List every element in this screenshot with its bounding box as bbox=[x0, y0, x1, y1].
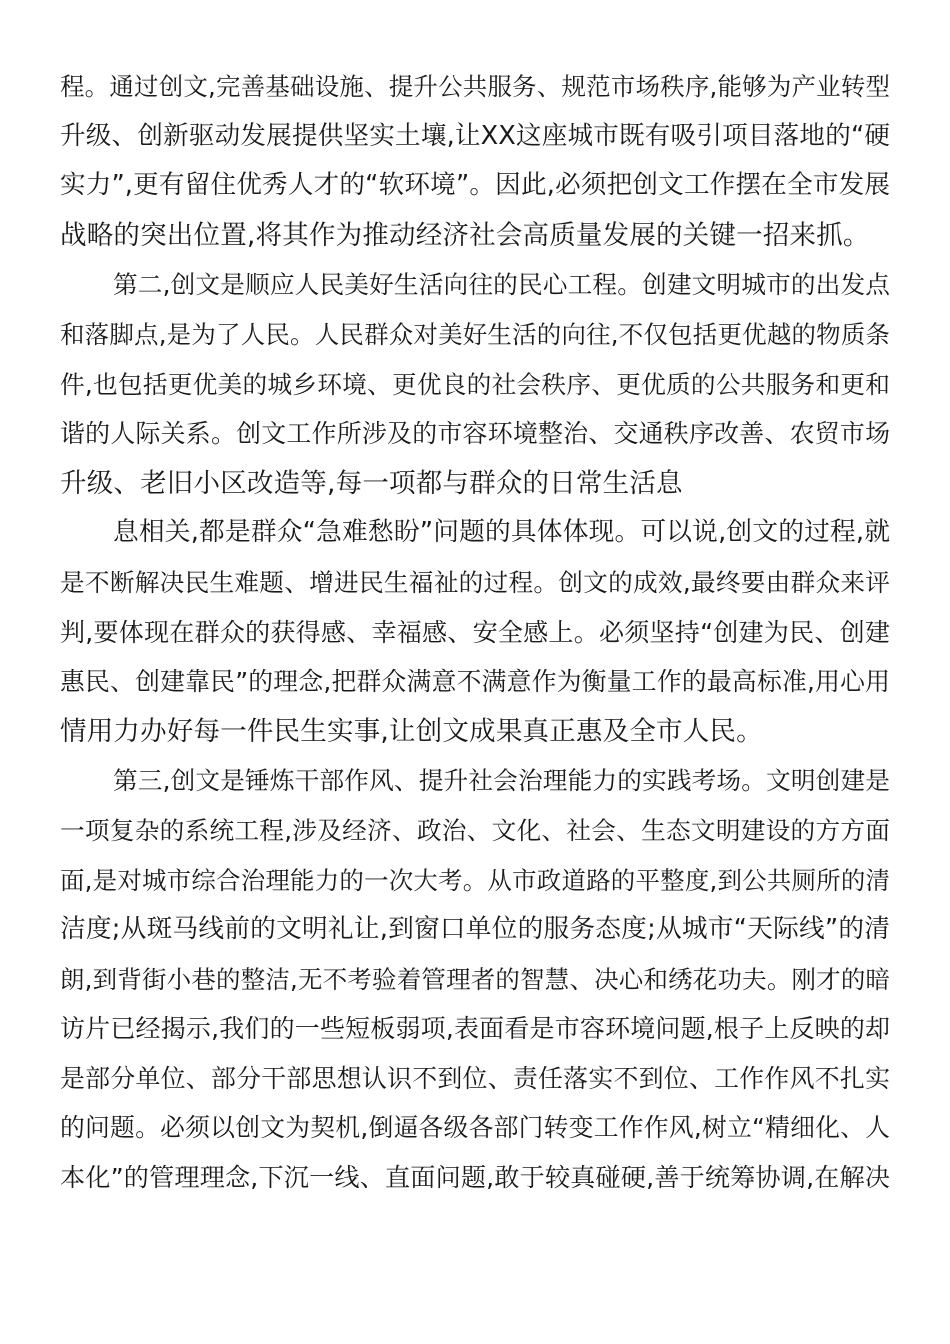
text-line: 惠民、创建靠民”的理念,把群众满意不满意作为衡量工作的最高标准,用心用 bbox=[60, 667, 890, 697]
text-line: 息相关,都是群众“急难愁盼”问题的具体体现。可以说,创文的过程,就 bbox=[113, 517, 890, 548]
paragraph-second-point bbox=[60, 260, 890, 508]
text-line: 一项复杂的系统工程,涉及经济、政治、文化、社会、生态文明建设的方方面 bbox=[60, 815, 890, 845]
text-line: 程。通过创文,完善基础设施、提升公共服务、规范市场秩序,能够为产业转型 bbox=[60, 72, 890, 101]
text-line: 谐的人际关系。创文工作所涉及的市容环境整治、交通秩序改善、农贸市场 bbox=[60, 419, 890, 449]
text-line: 洁度;从斑马线前的文明礼让,到窗口单位的服务态度;从城市“天际线”的清 bbox=[60, 914, 890, 945]
text-line: 件,也包括更优美的城乡环境、更优良的社会秩序、更优质的公共服务和更和 bbox=[60, 369, 890, 399]
text-line: 朗,到背街小巷的整洁,无不考验着管理者的智慧、决心和绣花功夫。刚才的暗 bbox=[60, 964, 890, 994]
text-line: 判,要体现在群众的获得感、幸福感、安全感上。必须坚持“创建为民、创建 bbox=[60, 617, 890, 647]
text-line: 是不断解决民生难题、增进民生福祉的过程。创文的成效,最终要由群众来评 bbox=[60, 567, 890, 597]
text-line: 第三,创文是锤炼干部作风、提升社会治理能力的实践考场。文明创建是 bbox=[113, 766, 890, 796]
text-line: 升级、老旧小区改造等,每一项都与群众的日常生活息 bbox=[60, 467, 683, 499]
document-page bbox=[60, 62, 890, 1203]
paragraph-third-point bbox=[60, 756, 890, 1202]
text-line: 访片已经揭示,我们的一些短板弱项,表面看是市容环境问题,根子上反映的却 bbox=[60, 1014, 890, 1044]
text-line: 第二,创文是顺应人民美好生活向往的民心工程。创建文明城市的出发点 bbox=[113, 270, 890, 300]
text-line: 情用力办好每一件民生实事,让创文成果真正惠及全市人民。 bbox=[60, 715, 763, 747]
text-line: 升级、创新驱动发展提供坚实土壤,让XX这座城市既有吸引项目落地的“硬 bbox=[60, 120, 890, 151]
text-line: 是部分单位、部分干部思想认识不到位、责任落实不到位、工作作风不扎实 bbox=[60, 1063, 890, 1093]
text-line: 面,是对城市综合治理能力的一次大考。从市政道路的平整度,到公共厕所的清 bbox=[60, 865, 890, 895]
text-line: 和落脚点,是为了人民。人民群众对美好生活的向往,不仅包括更优越的物质条 bbox=[60, 319, 890, 349]
paragraph-second-point-continued bbox=[60, 508, 890, 756]
text-line: 的问题。必须以创文为契机,倒逼各级各部门转变工作作风,树立“精细化、人 bbox=[60, 1113, 890, 1143]
text-line: 战略的突出位置,将其作为推动经济社会高质量发展的关键一招来抓。 bbox=[60, 219, 870, 251]
text-line: 实力”,更有留住优秀人才的“软环境”。因此,必须把创文工作摆在全市发展 bbox=[60, 170, 890, 201]
text-line: 本化”的管理理念,下沉一线、直面问题,敢于较真碰硬,善于统筹协调,在解决 bbox=[60, 1163, 890, 1193]
paragraph-intro-continuation bbox=[60, 62, 890, 260]
